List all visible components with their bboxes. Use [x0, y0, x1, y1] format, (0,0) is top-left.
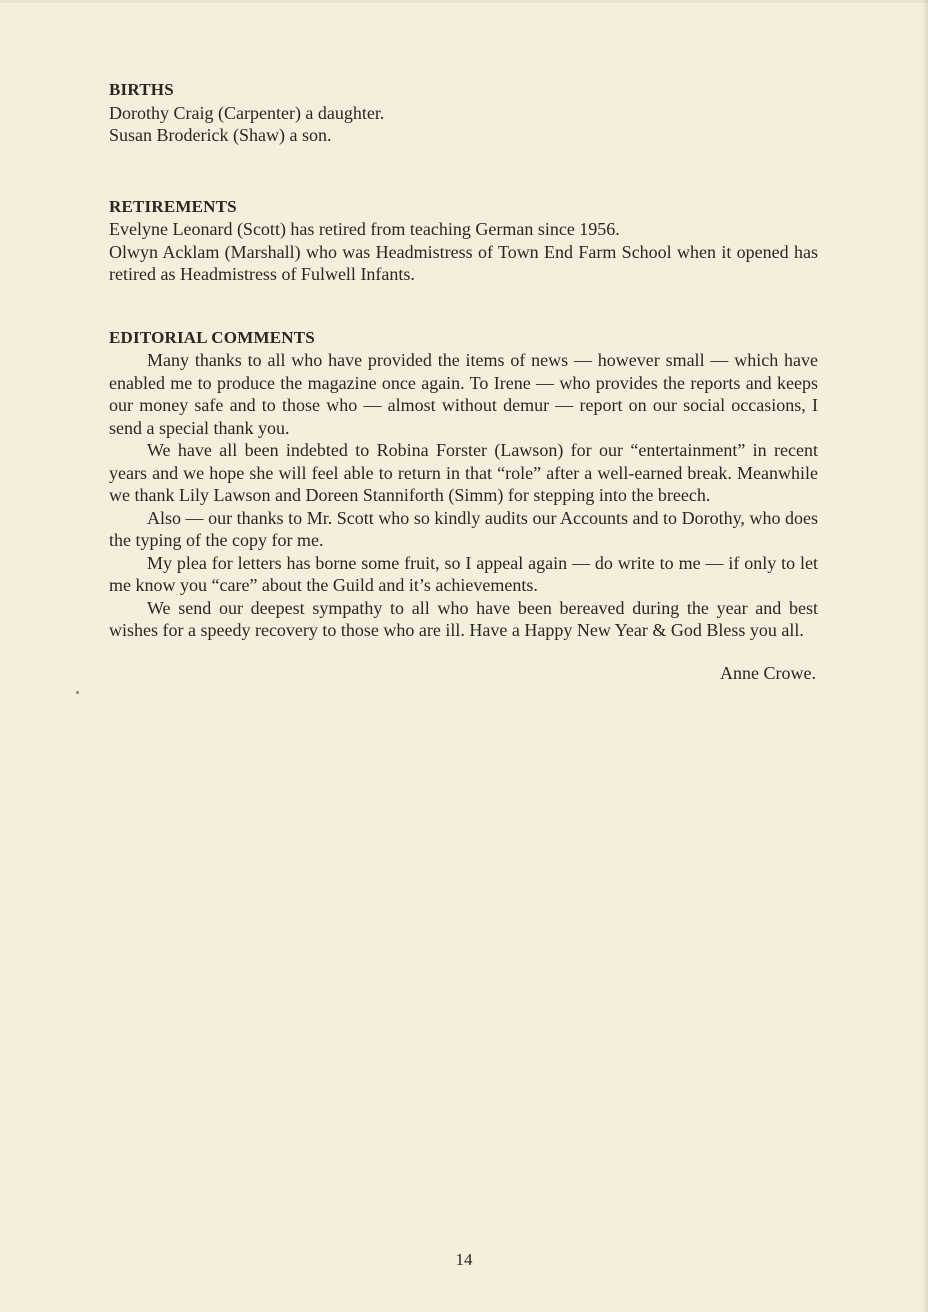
editorial-paragraph: Also — our thanks to Mr. Scott who so kindly audits our Accounts and to Dorothy, who does the typing of the copy for me. — [109, 507, 818, 550]
page-edge-shadow — [922, 0, 928, 1312]
births-heading: BIRTHS — [109, 80, 174, 99]
editorial-paragraph: My plea for letters has borne some fruit, so I appeal again — do write to me — if only to let me know you “care” about the Guild and it’s achievements. — [109, 552, 818, 595]
editorial-paragraph: We send our deepest sympathy to all who have been bereaved during the year and best wishes for a speedy recovery to those who are ill. Have a Happy New Year & God Bless you all. — [109, 597, 818, 640]
page-number: 14 — [455, 1250, 473, 1269]
editorial-heading: EDITORIAL COMMENTS — [109, 327, 315, 347]
page-top-edge — [0, 0, 928, 3]
editorial-paragraph: We have all been indebted to Robina Forster (Lawson) for our “entertainment” in recent years and we hope she will feel able to return in that “role” after a well-earned break. Meanwhile we thank Lily Lawson and Doreen Stanniforth (Simm) for stepping into the breech. — [109, 440, 818, 505]
retirement-entry: Olwyn Acklam (Marshall) who was Headmistress of Town End Farm School when it opened has retired as Headmistress of Fulwell Infants. — [109, 241, 818, 284]
editorial-section — [109, 327, 818, 685]
retirements-section — [109, 196, 818, 286]
retirement-entry: Evelyne Leonard (Scott) has retired from teaching German since 1956. — [109, 219, 620, 239]
birth-entry: Dorothy Craig (Carpenter) a daughter. — [109, 102, 385, 123]
editorial-paragraph: Many thanks to all who have provided the items of news — however small — which have enabled me to produce the magazine once again. To Irene — who provides the reports and keeps our money safe and to those who — almost without demur — report on our social occasions, I send a special thank you. — [109, 350, 818, 438]
retirements-heading: RETIREMENTS — [109, 196, 237, 216]
text-column — [109, 79, 818, 702]
birth-entry: Susan Broderick (Shaw) a son. — [109, 125, 332, 145]
ink-speck — [76, 691, 79, 694]
births-section — [109, 79, 818, 147]
editor-signature: Anne Crowe. — [720, 662, 816, 683]
